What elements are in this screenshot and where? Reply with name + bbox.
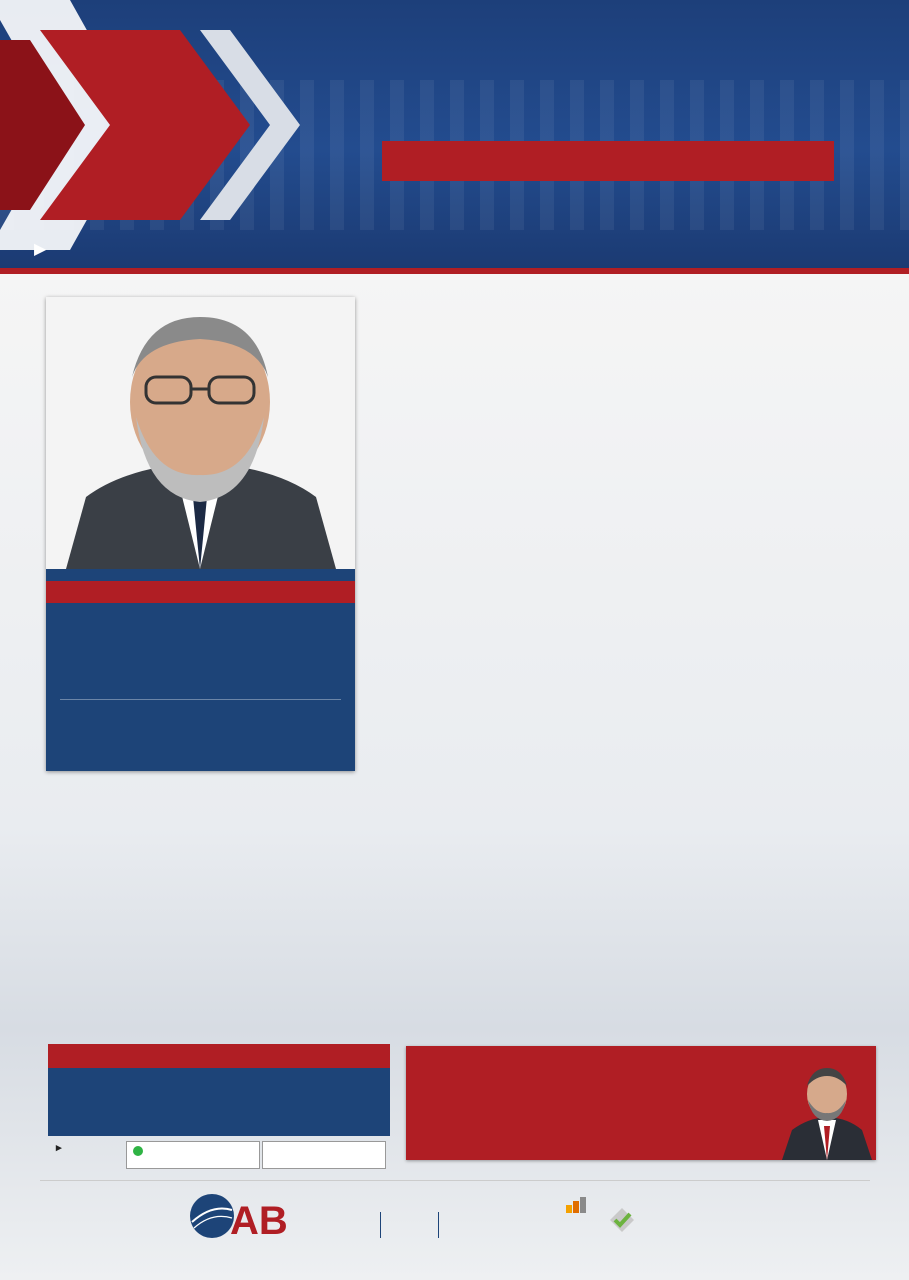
divider xyxy=(60,699,341,700)
ibradim-icon xyxy=(566,1197,586,1213)
main-speaker-photo xyxy=(46,297,355,569)
separator xyxy=(438,1212,439,1238)
arrow-icon: ▸ xyxy=(56,1142,62,1154)
svg-text:AB: AB xyxy=(230,1199,288,1242)
registration-box xyxy=(48,1068,390,1136)
separator xyxy=(380,1212,381,1238)
arrow-icon: ▶ xyxy=(34,240,47,258)
main-speaker-card xyxy=(46,297,355,771)
event-info-bar xyxy=(34,232,46,266)
oab-logo xyxy=(186,1192,312,1242)
host-photo xyxy=(778,1060,876,1160)
main-speaker-name-band xyxy=(46,581,355,603)
phone-number xyxy=(133,1142,253,1158)
vagas-limitadas-banner xyxy=(48,1044,390,1068)
header-banner xyxy=(0,0,909,270)
red-chevron-graphic xyxy=(0,0,300,250)
whatsapp-icon xyxy=(133,1146,143,1156)
phone-box-esa[interactable] xyxy=(262,1141,386,1169)
footer-divider xyxy=(40,1180,870,1181)
sindico-legal-check-icon xyxy=(608,1206,636,1234)
info-label xyxy=(56,1141,62,1154)
phone-box-sindico[interactable] xyxy=(126,1141,260,1169)
title-de-direito xyxy=(382,141,834,181)
host-card xyxy=(406,1046,876,1160)
